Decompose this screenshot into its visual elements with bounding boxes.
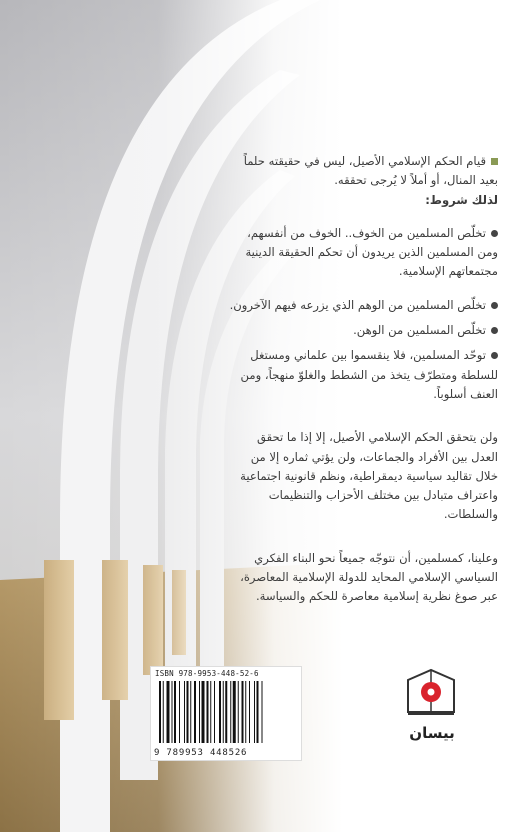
barcode-bar [190, 681, 191, 743]
barcode-bar [199, 681, 200, 743]
intro-line: قيام الحكم الإسلامي الأصيل، ليس في حقيقته حلماً [182, 152, 498, 171]
condition-line: تخلّص المسلمين من الوهن. [182, 321, 498, 340]
barcode-bar [179, 681, 180, 743]
barcode-bar [174, 681, 176, 743]
publisher-logo-icon [402, 662, 460, 720]
dot-bullet-icon [491, 352, 498, 359]
barcode-bar [202, 681, 205, 743]
barcode-bar [233, 681, 236, 743]
paragraph-line: خلال تقاليد سياسية ديمقراطية، ونظم قانونية اجتماعية [240, 468, 498, 483]
barcode-bar [167, 681, 170, 743]
condition-line: للسلطة ومتطرّف يتخذ من الشطط والغلوّ منهجاً، ومن [240, 367, 498, 382]
barcode-bar [194, 681, 196, 743]
barcode-bar [214, 681, 215, 743]
barcode-bar [257, 681, 259, 743]
square-bullet-icon [491, 158, 498, 165]
barcode-bar [163, 681, 164, 743]
barcode-bar [238, 681, 239, 743]
condition-line: العنف أسلوباً. [433, 386, 498, 401]
barcode-bar [187, 681, 189, 743]
paragraph-line: عبر صوغ نظرية إسلامية معاصرة للحكم والسياسة. [256, 589, 498, 604]
paragraph-line: السياسي الإسلامي المحايد للدولة الإسلامية المعاصرة، [240, 570, 498, 585]
paragraph-line: والسلطات. [443, 507, 498, 522]
intro-line: بعيد المنال، أو أملاً لا يُرجى تحققه. [334, 173, 498, 188]
barcode-bar [230, 681, 231, 743]
barcode-bar [242, 681, 244, 743]
barcode-bar [223, 681, 224, 743]
barcode-bar [159, 681, 161, 743]
barcode-bar [207, 681, 209, 743]
barcode-bar [262, 681, 263, 743]
barcode-digits: 9 789953 448526 [154, 748, 248, 758]
isbn-barcode [150, 666, 302, 761]
barcode-bar [249, 681, 250, 743]
barcode-bars [159, 681, 293, 743]
condition-line: مجتمعاتهم الإسلامية. [398, 264, 498, 279]
paragraph-line: ولن يتحقق الحكم الإسلامي الأصيل، إلا إذا ما تحقق [256, 430, 498, 445]
paragraph-line: وعلينا، كمسلمين، أن نتوجّه جميعاً نحو البناء الفكري [254, 550, 498, 565]
back-cover-text [182, 152, 498, 607]
dot-bullet-icon [491, 230, 498, 237]
barcode-bar [245, 681, 246, 743]
paragraph-line: العدل بين الأفراد والجماعات، ولن يؤتي ثماره إلا من [250, 449, 498, 464]
condition-line: ومن المسلمين الذين يريدون أن تحكم الحقيقة الدينية [245, 245, 498, 260]
barcode-bar [210, 681, 211, 743]
barcode-bar [225, 681, 227, 743]
barcode-bar [184, 681, 185, 743]
barcode-bar [254, 681, 255, 743]
condition-line: تخلّص المسلمين من الخوف.. الخوف من أنفسهم، [182, 224, 498, 243]
dot-bullet-icon [491, 327, 498, 334]
conditions-title: لذلك شروط: [425, 192, 498, 207]
paragraph-line: واعتراف متبادل بين مختلف الأحزاب والتنظيمات [268, 488, 498, 503]
barcode-bar [172, 681, 173, 743]
condition-line: تخلّص المسلمين من الوهم الذي يزرعه فيهم الآخرون. [182, 296, 498, 315]
publisher-name: بيسان [409, 724, 455, 742]
condition-line: توحّد المسلمين، فلا ينقسموا بين علماني ومستغل [182, 346, 498, 365]
isbn-text: ISBN 978-9953-448-52-6 [155, 669, 259, 678]
barcode-bar [219, 681, 221, 743]
dot-bullet-icon [491, 302, 498, 309]
